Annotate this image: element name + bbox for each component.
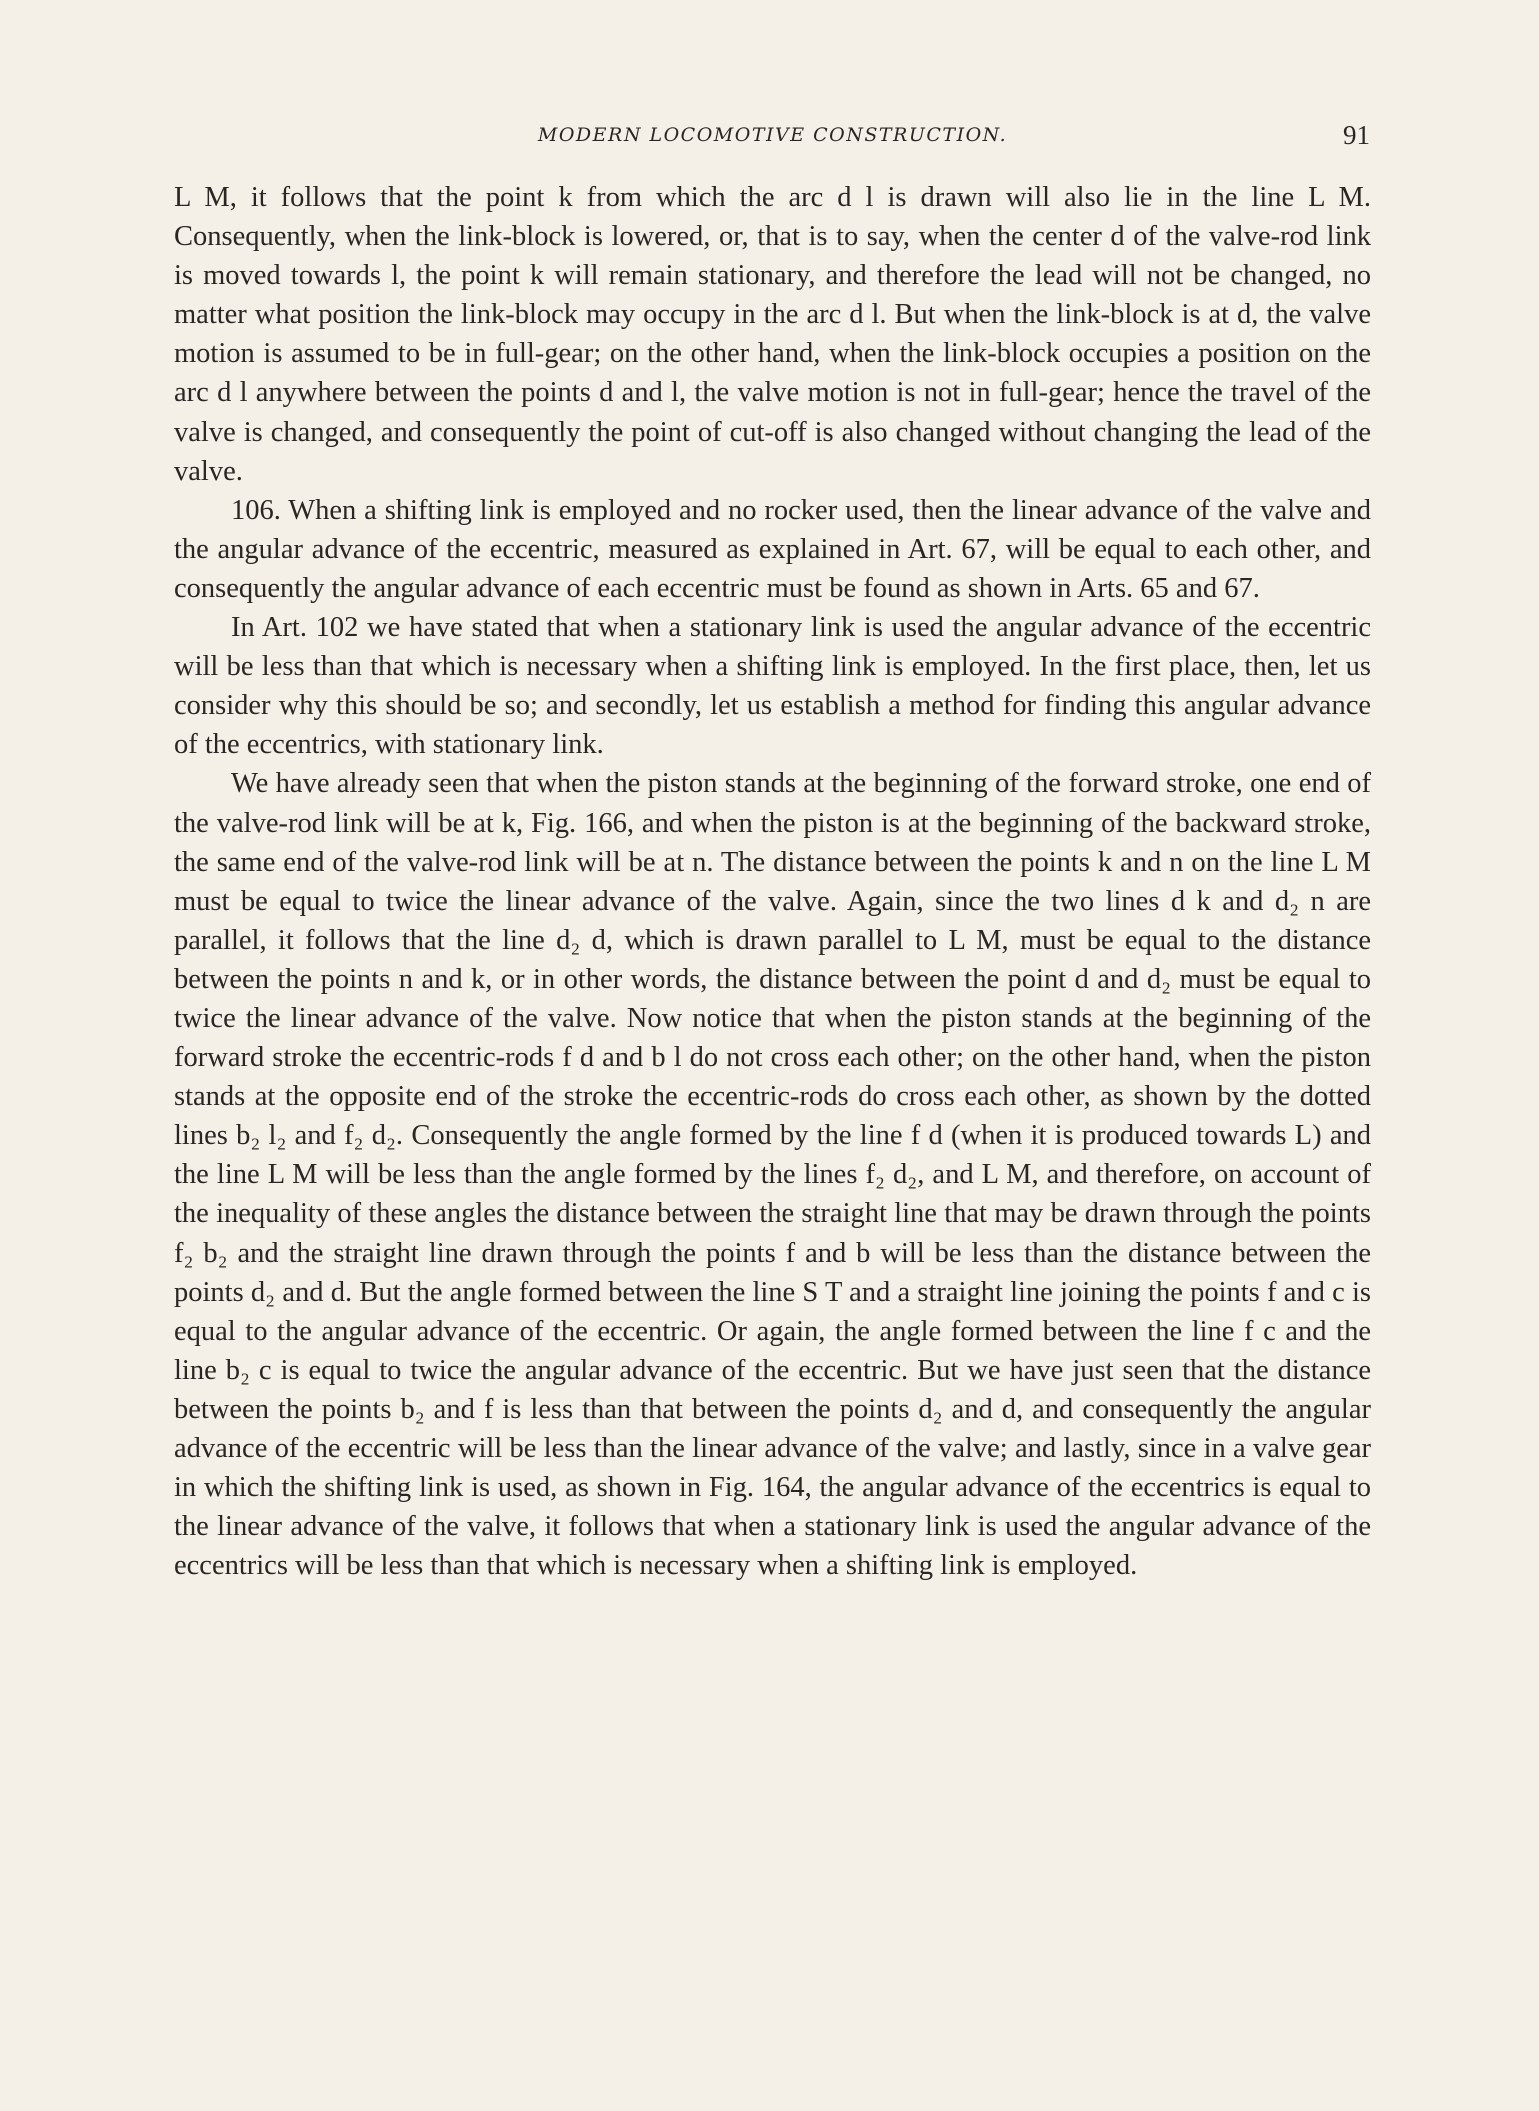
paragraph: 106. When a shifting link is employed and no rocker used, then the linear advance of the valve and the angular advance of the eccentric, measured as explained in Art. 67, will be equal to each other, and consequently the angular advance of each eccentric must be found as shown in Arts. 65 and 67. bbox=[174, 494, 1371, 604]
paragraph: In Art. 102 we have stated that when a stationary link is used the angular advance of the eccentric will be less than that which is necessary when a shifting link is employed. In the first place, then, let us consider why this should be so; and secondly, let us establish a method for finding this angular advance of the eccentrics, with stationary link. bbox=[174, 612, 1371, 761]
paragraph: We have already seen that when the piston stands at the beginning of the forward stroke, one end of the valve-rod link will be at k, Fig. 166, and when the piston is at the beginning of the backward stroke, the same end of the valve-rod link will be at n. The distance between the points k and n on the line L M must be equal to twice the linear advance of the valve. Again, since the two lines d k and d₂ n are parallel, it follows that the line d₂ d, which is drawn parallel to L M, must be equal to the distance between the points n and k, or in other words, the distance between the point d and d₂ must be equal to twice the linear advance of the valve. Now notice that when the piston stands at the beginning of the forward stroke the eccentric-rods f d and b l do not cross each other; on the other hand, when the piston stands at the opposite end of the stroke the eccentric-rods do cross each other, as shown by the dotted lines b₂ l₂ and f₂ d₂. Consequently the angle formed by the line f d (when it is produced towards L) and the line L M will be less than the angle formed by the lines f₂ d₂, and L M, and therefore, on account of the inequality of these angles the distance between the straight line that may be drawn through the points f₂ b₂ and the straight line drawn through the points f and b will be less than the distance between the points d₂ and d. But the angle formed between the line S T and a straight line joining the points f and c is equal to the angular advance of the eccentric. Or again, the angle formed between the line f c and the line b₂ c is equal to twice the angular advance of the eccentric. But we have just seen that the distance between the points b₂ and f is less than that between the points d₂ and d, and consequently the angular advance of the eccentric will be less than the linear advance of the valve; and lastly, since in a valve gear in which the shifting link is used, as shown in Fig. 164, the angular advance of the eccentrics is equal to the linear advance of the valve, it follows that when a stationary link is used the angular advance of the eccentrics will be less than that which is necessary when a shifting link is employed. bbox=[174, 768, 1371, 1582]
running-title: MODERN LOCOMOTIVE CONSTRUCTION. bbox=[537, 124, 1008, 146]
body-text bbox=[174, 178, 1371, 1585]
paragraph: L M, it follows that the point k from which the arc d l is drawn will also lie in the line L M. Consequently, when the link-block is lowered, or, that is to say, when the center d of the valve-rod link is moved towards l, the point k will remain stationary, and therefore the lead will not be changed, no matter what position the link-block may occupy in the arc d l. But when the link-block is at d, the valve motion is assumed to be in full-gear; on the other hand, when the link-block occupies a position on the arc d l anywhere between the points d and l, the valve motion is not in full-gear; hence the travel of the valve is changed, and consequently the point of cut-off is also changed without changing the lead of the valve. bbox=[174, 182, 1371, 487]
page-header bbox=[175, 120, 1370, 156]
page-number: 91 bbox=[1343, 120, 1370, 150]
